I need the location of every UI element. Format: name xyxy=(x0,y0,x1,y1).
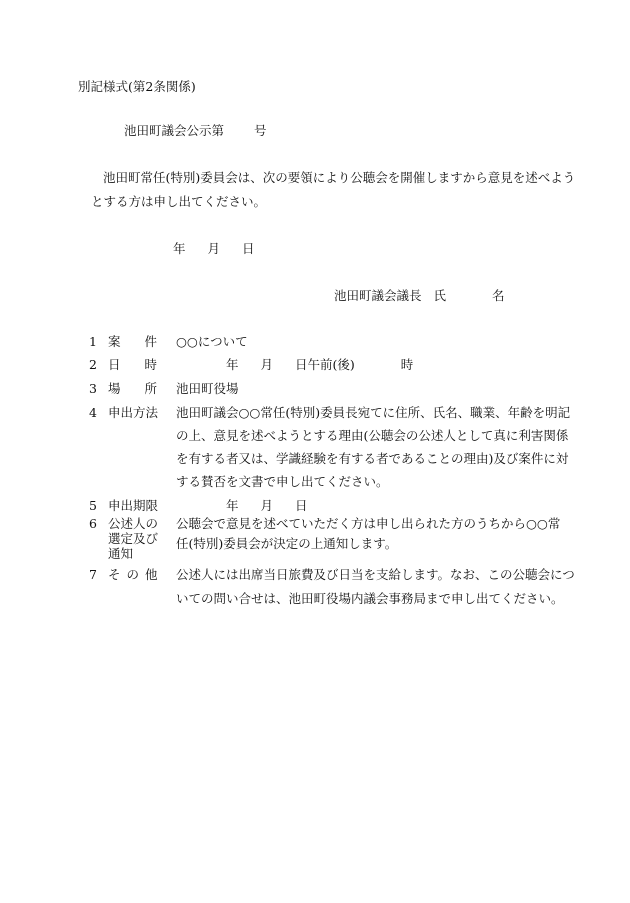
signatory-mei: 名 xyxy=(492,288,505,303)
item-label-part: 他 xyxy=(145,567,158,582)
intro-line-2: とする方は申し出てください。 xyxy=(91,194,267,209)
item-number: 2 xyxy=(89,357,97,372)
notice-number xyxy=(124,125,267,138)
item-content-line: の上、意見を述べようとする理由(公聴会の公述人として真に利害関係 xyxy=(176,428,569,443)
item-label-part: 案 xyxy=(108,334,121,349)
item-number: 6 xyxy=(89,516,97,531)
item-content xyxy=(226,500,308,513)
signatory xyxy=(334,290,505,303)
date-year: 年 xyxy=(226,357,239,372)
form-label: 別記様式(第2条関係) xyxy=(78,79,196,94)
item-label xyxy=(108,383,157,396)
item-label-part: 時 xyxy=(144,357,158,372)
date-day: 日 xyxy=(242,241,255,256)
item-label-line: 通知 xyxy=(108,546,134,561)
item-content: 池田町役場 xyxy=(176,381,239,396)
item-content-line: 公聴会で意見を述べていただく方は申し出られた方のうちから○○常 xyxy=(176,516,561,531)
item-content-line: 公述人には出席当日旅費及び日当を支給します。なお、この公聴会につ xyxy=(176,567,575,582)
item-number: 4 xyxy=(89,405,97,420)
intro-line-1: 池田町常任(特別)委員会は、次の要領により公聴会を開催しますから意見を述べよう xyxy=(103,170,576,185)
item-number: 7 xyxy=(89,567,97,582)
date-line xyxy=(173,243,255,256)
item-label-part: そ xyxy=(108,567,121,582)
item-label-part: 場 xyxy=(108,381,121,396)
item-label-part: の xyxy=(126,567,140,582)
signatory-shi: 氏 xyxy=(433,288,447,303)
item-label-part: 所 xyxy=(144,381,158,396)
signatory-title: 池田町議会議長 xyxy=(334,288,422,303)
item-number: 3 xyxy=(89,381,97,396)
item-content: ○○について xyxy=(176,334,248,349)
item-label-part: 日 xyxy=(108,357,121,372)
date-year: 年 xyxy=(226,498,239,513)
notice-number-prefix: 池田町議会公示第 xyxy=(124,123,225,138)
item-label-line: 公述人の xyxy=(108,516,159,531)
item-label-part: 件 xyxy=(144,334,158,349)
item-number: 5 xyxy=(89,498,97,513)
item-label xyxy=(108,336,157,349)
item-content-line: 任(特別)委員会が決定の上通知します。 xyxy=(176,536,398,551)
date-month: 月 xyxy=(260,357,274,372)
date-day-time: 日午前(後) xyxy=(295,357,355,372)
item-content-line: 池田町議会○○常任(特別)委員長宛てに住所、氏名、職業、年齢を明記 xyxy=(176,405,571,420)
date-month: 月 xyxy=(260,498,274,513)
item-label-line: 選定及び xyxy=(108,531,159,546)
date-day: 日 xyxy=(295,498,308,513)
date-year: 年 xyxy=(173,241,186,256)
item-label xyxy=(108,359,157,372)
item-content-line: を有する者又は、学識経験を有する者であることの理由)及び案件に対 xyxy=(176,451,569,466)
item-number: 1 xyxy=(89,334,97,349)
date-hour: 時 xyxy=(400,357,414,372)
notice-number-suffix: 号 xyxy=(254,123,267,138)
item-content xyxy=(226,359,413,372)
item-label: 申出方法 xyxy=(108,405,159,420)
item-label: 申出期限 xyxy=(108,498,159,513)
item-label xyxy=(108,569,158,582)
item-content-line: いての問い合せは、池田町役場内議会事務局まで申し出てください。 xyxy=(176,591,564,606)
item-content-line: する賛否を文書で申し出てください。 xyxy=(176,474,389,489)
date-month: 月 xyxy=(207,241,221,256)
